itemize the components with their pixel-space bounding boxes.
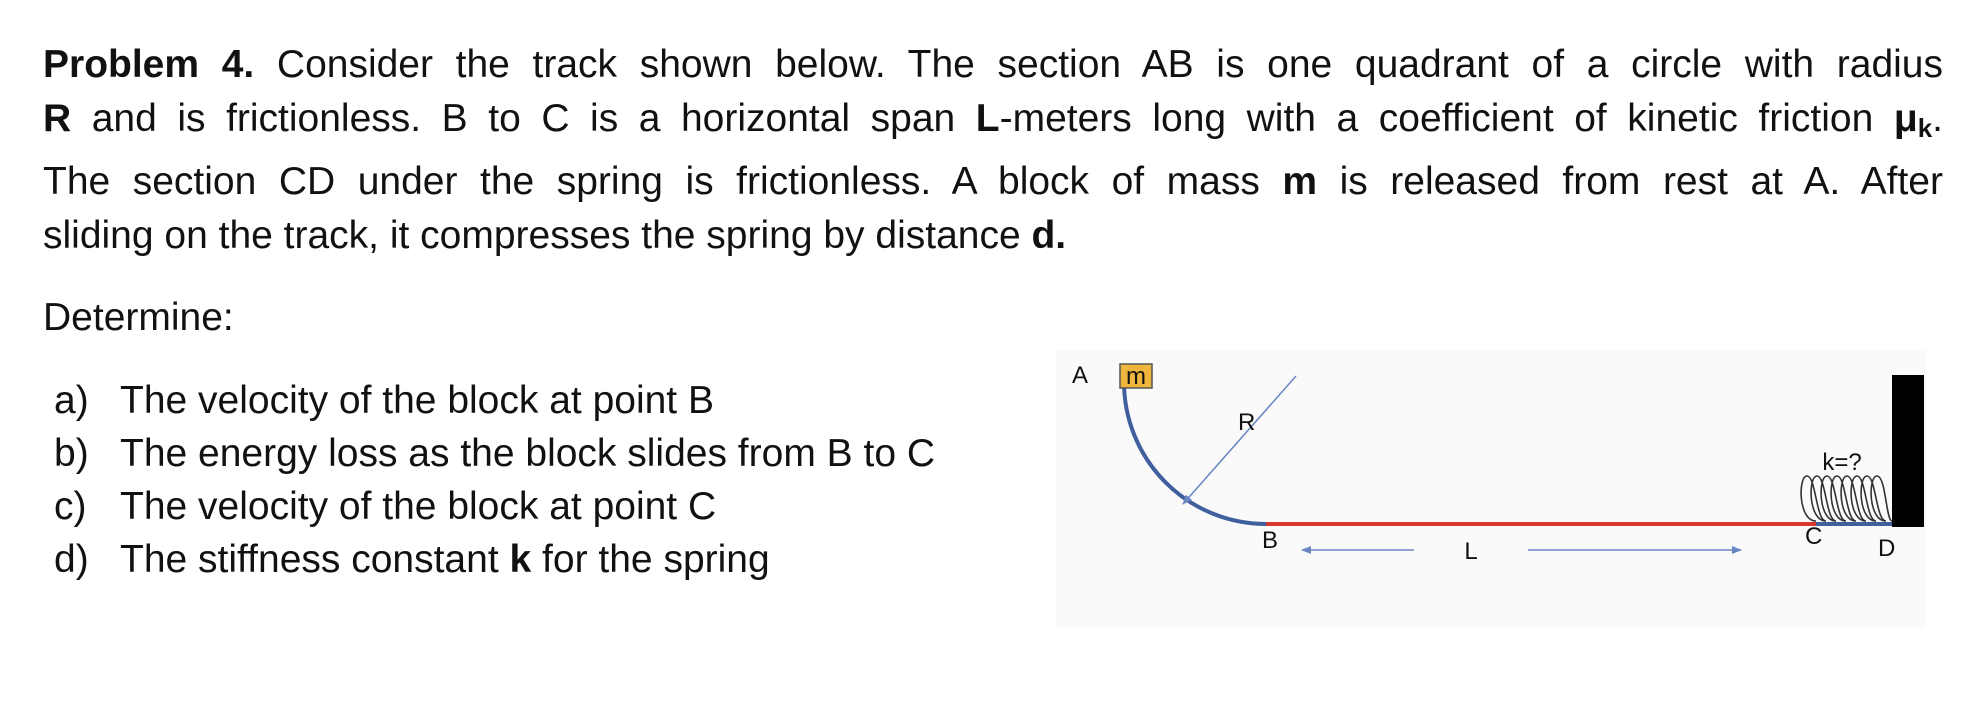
question-label: b)	[54, 432, 89, 475]
symbol-L: L	[975, 97, 1000, 140]
point-D-label: D	[1878, 535, 1896, 562]
symbol-R: R	[43, 97, 72, 140]
question-text: The velocity of the block at point C	[120, 485, 717, 528]
problem-text-1: Consider the track shown below. The section AB is one quadrant of a circle with radius	[254, 43, 1943, 86]
length-label: L	[1464, 538, 1478, 565]
symbol-mu: μ	[1893, 97, 1918, 140]
problem-line-2	[43, 92, 1943, 155]
question-text: The energy loss as the block slides from B to C	[120, 432, 936, 475]
question-text-end: for the spring	[531, 538, 770, 581]
problem-statement	[43, 38, 1943, 263]
track-diagram	[1056, 350, 1926, 628]
question-d	[54, 533, 935, 586]
quadrant-track-AB	[1124, 382, 1266, 524]
point-C-label: C	[1805, 523, 1823, 550]
question-label: a)	[54, 379, 89, 422]
mass-label: m	[1126, 363, 1146, 390]
radius-label: R	[1238, 409, 1256, 436]
question-a	[54, 374, 935, 427]
symbol-mu-subscript: k	[1917, 113, 1933, 143]
problem-line-4	[43, 209, 1943, 263]
problem-text-7: sliding on the track, it compresses the spring by distance	[43, 214, 1032, 257]
symbol-d: d.	[1031, 214, 1067, 257]
spring-label: k=?	[1822, 449, 1862, 476]
spring-coil	[1801, 476, 1892, 521]
point-B-label: B	[1262, 527, 1279, 554]
problem-text-5: The section CD under the spring is frictionless. A block of mass	[43, 160, 1283, 203]
problem-line-3	[43, 155, 1943, 209]
problem-text-3: -meters long with a coefficient of kinetic friction	[999, 97, 1894, 140]
problem-text-6: is released from rest at A. After	[1317, 160, 1943, 203]
question-label: d)	[54, 538, 89, 581]
question-text: The stiffness constant	[120, 538, 510, 581]
problem-label: Problem 4.	[43, 43, 255, 86]
question-c	[54, 480, 935, 533]
wall	[1892, 375, 1924, 527]
determine-heading: Determine:	[43, 296, 234, 339]
problem-text-2: and is frictionless. B to C is a horizontal span	[71, 97, 976, 140]
question-b	[54, 427, 935, 480]
point-A-label: A	[1072, 362, 1089, 389]
problem-line-1	[43, 38, 1943, 92]
question-list	[54, 374, 935, 586]
question-text: The velocity of the block at point B	[120, 379, 714, 422]
symbol-k: k	[509, 538, 532, 581]
question-label: c)	[54, 485, 87, 528]
problem-text-4: .	[1932, 97, 1944, 140]
radius-arrow	[1183, 376, 1296, 504]
symbol-m: m	[1282, 160, 1318, 203]
track-diagram-svg	[1056, 350, 1926, 628]
